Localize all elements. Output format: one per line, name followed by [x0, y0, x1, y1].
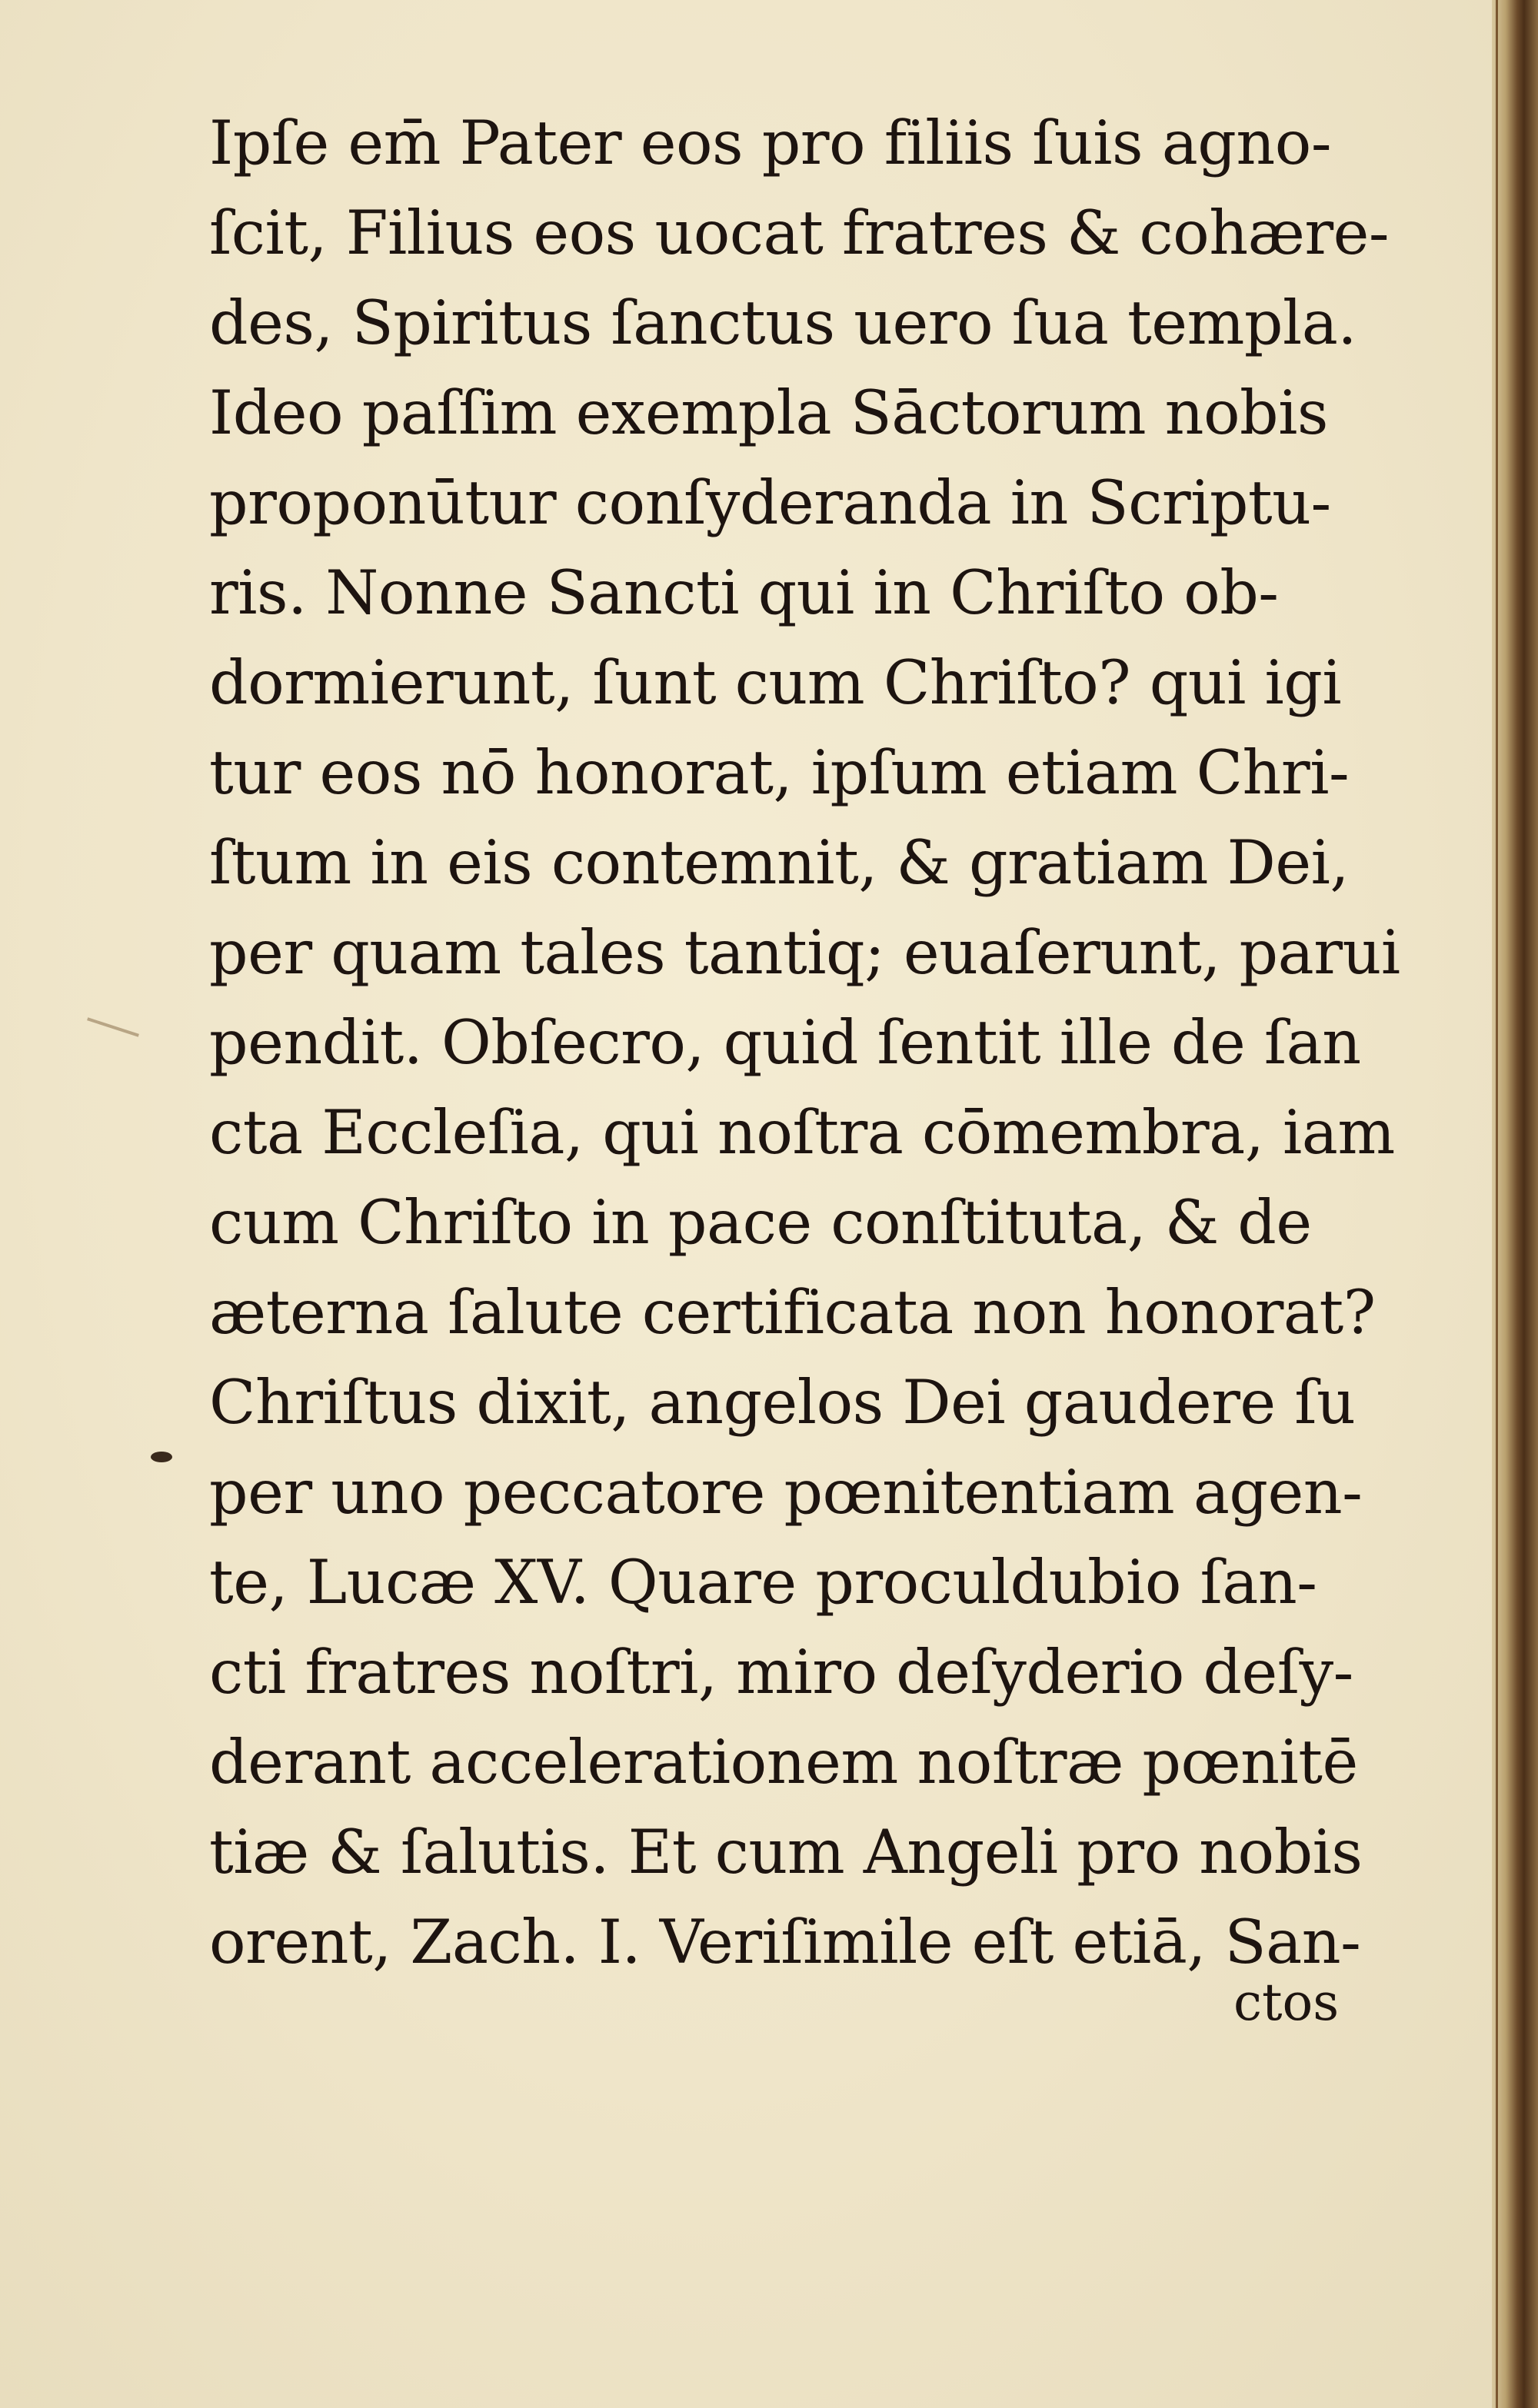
- text-line: dormierunt, ſunt cum Chriſto? qui igi: [209, 647, 1342, 718]
- text-line: per quam tales tantiq; euaſerunt, parui: [209, 917, 1400, 988]
- text-line: æterna ſalute certificata non honorat?: [209, 1277, 1376, 1348]
- text-line: Chriſtus dixit, angelos Dei gaudere ſu: [209, 1367, 1356, 1438]
- page-edge-line: [1496, 0, 1498, 2408]
- text-line: Ideo paſſim exempla Sāctorum nobis: [209, 377, 1328, 448]
- text-line: pendit. Obſecro, quid ſentit ille de ſan: [209, 1007, 1361, 1078]
- text-line: per uno peccatore pœnitentiam agen-: [209, 1457, 1363, 1528]
- catchword: ctos: [1233, 1973, 1340, 2032]
- text-line: orent, Zach. I. Veriſimile eſt etiā, San-: [209, 1907, 1361, 1977]
- margin-stroke: [87, 1017, 139, 1036]
- text-line: te, Lucæ XV. Quare proculdubio ſan-: [209, 1547, 1317, 1618]
- margin-mark: [151, 1452, 172, 1462]
- text-line: cta Eccleſia, qui noſtra cōmembra, iam: [209, 1097, 1395, 1168]
- text-line: ſcit, Filius eos uocat fratres & cohære-: [209, 198, 1390, 268]
- text-block: [209, 98, 1400, 1987]
- text-line: ſtum in eis contemnit, & gratiam Dei,: [209, 827, 1349, 898]
- text-line: ris. Nonne Sancti qui in Chriſto ob-: [209, 557, 1279, 628]
- text-line: derant accelerationem noſtræ pœnitē: [209, 1727, 1358, 1798]
- text-line: cum Chriſto in pace conſtituta, & de: [209, 1187, 1312, 1258]
- text-line: proponūtur conſyderanda in Scriptu-: [209, 467, 1331, 538]
- text-line: tur eos nō honorat, ipſum etiam Chri-: [209, 737, 1350, 808]
- text-line: cti fratres noſtri, miro deſyderio deſy-: [209, 1637, 1353, 1708]
- text-line: tiæ & ſalutis. Et cum Angeli pro nobis: [209, 1817, 1363, 1887]
- text-line: Ipſe em̄ Pater eos pro filiis ſuis agno-: [209, 108, 1332, 178]
- text-line: des, Spiritus ſanctus uero ſua templa.: [209, 288, 1357, 358]
- page-edge: [1492, 0, 1538, 2408]
